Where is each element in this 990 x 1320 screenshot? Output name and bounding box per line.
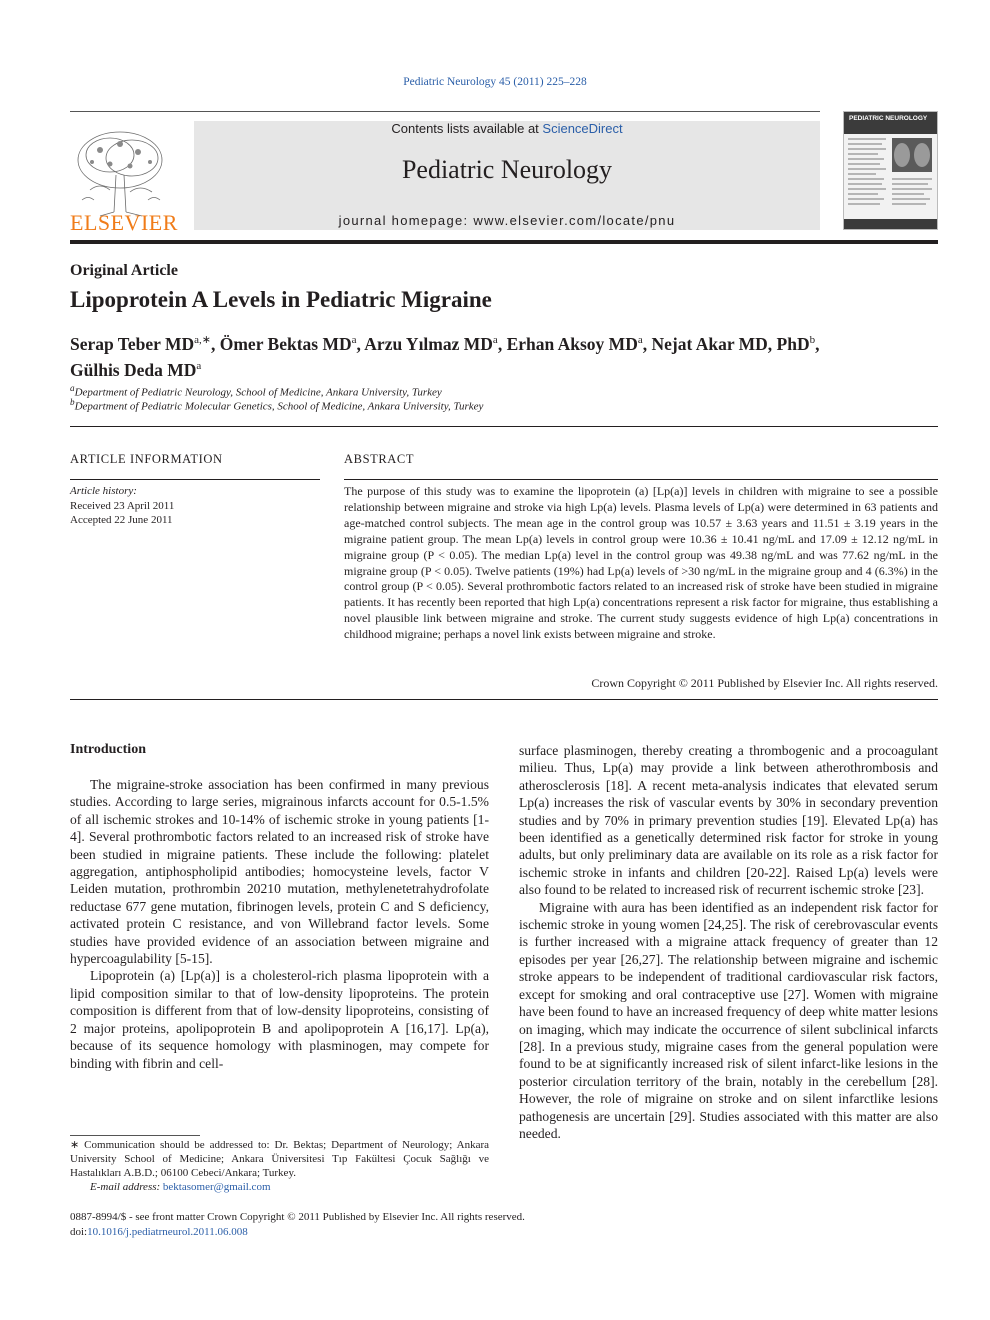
doi-link[interactable]: 10.1016/j.pediatrneurol.2011.06.008 bbox=[87, 1226, 248, 1238]
article-info-heading: ARTICLE INFORMATION bbox=[70, 452, 223, 466]
sciencedirect-link[interactable]: ScienceDirect bbox=[542, 121, 623, 136]
footnote-rule bbox=[70, 1135, 200, 1136]
author-separator: , bbox=[815, 333, 820, 354]
body-paragraph: Lipoprotein (a) [Lp(a)] is a cholesterol-rich plasma lipoprotein with a lipid composition similar to that of low-density lipoproteins. The protein composition is different from that of low-density lipoproteins, consisting of 2 major proteins, apolipoprotein B and apolipoprotein A [16,17]. Lp(a), because of its sequence homology with plasminogen, may compete for binding with fibrin and cell- bbox=[70, 968, 489, 1071]
section-rule bbox=[70, 426, 938, 427]
email-label: E-mail address: bbox=[90, 1181, 163, 1193]
article-title: Lipoprotein A Levels in Pediatric Migraine bbox=[70, 287, 492, 312]
author-affiliation-ref[interactable]: a bbox=[637, 334, 643, 346]
doi-line bbox=[70, 1226, 248, 1238]
author-separator: , bbox=[356, 333, 365, 354]
author-name[interactable]: Nejat Akar MD, PhD bbox=[651, 333, 810, 354]
body-column-right bbox=[519, 742, 938, 1142]
affiliation-key: b bbox=[70, 397, 75, 407]
abstract-rule bbox=[344, 479, 938, 480]
author-name[interactable]: Serap Teber MD bbox=[70, 333, 195, 354]
author-affiliation-ref[interactable]: a bbox=[351, 334, 357, 346]
body-paragraph: surface plasminogen, thereby creating a thrombogenic and a procoagulant milieu. Thus, Lp(a) may provide a link between atherothrombosis and atherosclerosis [18]. A recent meta-analysis indicates that elevated serum Lp(a) increases the risk of vascular events by 30% in secondary prevention studies and by 70% in primary prevention studies [19]. Elevated Lp(a) has been identified as a genetically determined risk factor for stroke in young adults, but only preliminary data are available on its role as a risk factor for ischemic stroke in infants and children [20-22]. Raised Lp(a) levels were also found to be related to increased risk of recurrent ischemic stroke [23]. bbox=[519, 743, 938, 898]
body-paragraph: The migraine-stroke association has been confirmed in many previous studies. According to large series, migrainous infarcts account for 0.5-1.5% of all ischemic strokes and 10-14% of ischemic stroke in young patients [1-4]. Several prothrombotic factors related to an increased risk of stroke have been studied in migraine patients. These include the following: platelet aggregation, antiphospholipid antibodies; homocysteine levels, factor V Leiden mutation, prothrombin 20210 mutation, methylenetetrahydrofolate reductase 677 gene mutation, fibrinogen levels, protein C and S deficiency, activated protein C resistance, and von Willebrand factor levels. Some studies have provided evidence of an association between migraine and hypercoagulability [5-15]. bbox=[70, 777, 489, 967]
author-separator: , bbox=[642, 333, 652, 354]
abstract-copyright: Crown Copyright © 2011 Published by Elsevier Inc. All rights reserved. bbox=[591, 676, 938, 690]
accepted-date: Accepted 22 June 2011 bbox=[70, 514, 173, 526]
affiliation-text: Department of Pediatric Molecular Genetics, School of Medicine, Ankara University, Turkey bbox=[74, 400, 484, 413]
affiliation-b bbox=[70, 397, 483, 413]
affiliation-key: a bbox=[70, 383, 75, 393]
info-rule bbox=[70, 479, 320, 480]
abstract-text: The purpose of this study was to examine the lipoprotein (a) [Lp(a)] levels in children with migraine to see a possible relationship between migraine and stroke via high Lp(a) levels. Plasma levels of Lp(a) were determined in 63 patients and age-matched control subjects. The mean age in the control group was 10.57 ± 3.63 years and 11.51 ± 3.19 years in the migraine patient group. The mean Lp(a) levels in control group were 10.36 ± 10.41 ng/mL and 17.09 ± 12.12 ng/mL in migraine group (P < 0.05). The median Lp(a) level in the control group was 49.38 ng/mL and was 77.62 ng/mL in the migraine group (P < 0.05). Twelve patients (19%) had Lp(a) levels of >30 ng/mL in the migraine group and 4 (6.3%) in the control group (P < 0.05). Several prothrombotic factors related to an increased risk of stroke have been studied in migraine patients. It has recently been reported that high Lp(a) concentrations represent a risk factor for migraine, thus establishing a novel plausible link between migraine and stroke. The current study suggests evidence of high Lp(a) concentrations in childhood migraine; perhaps a novel link exists between migraine and stroke. bbox=[344, 484, 938, 642]
header-rule bbox=[70, 111, 820, 112]
author-affiliation-ref[interactable]: a bbox=[196, 359, 202, 372]
correspondence-footnote: ∗ Communication should be addressed to: Dr. Bektas; Department of Neurology; Ankara University School of Medicine; Ankara Üniversitesi Tıp Fakültesi Çocuk Sağlığı ve Hastalıkları A.B.D.; 06100 Cebeci/Ankara; Turkey. bbox=[70, 1139, 489, 1179]
author-name[interactable]: Erhan Aksoy MD bbox=[506, 333, 638, 354]
contents-prefix: Contents lists available at bbox=[391, 121, 543, 136]
cover-footer-bar bbox=[844, 219, 937, 229]
author-separator: , bbox=[497, 333, 507, 354]
journal-citation[interactable]: Pediatric Neurology 45 (2011) 225–228 bbox=[403, 76, 587, 88]
author-name[interactable]: Arzu Yılmaz MD bbox=[364, 333, 493, 354]
doi-label: doi: bbox=[70, 1226, 88, 1238]
header-thick-rule bbox=[70, 240, 938, 244]
article-history bbox=[70, 484, 174, 528]
introduction-heading: Introduction bbox=[70, 742, 146, 757]
author-name[interactable]: Ömer Bektas MD bbox=[219, 333, 352, 354]
journal-cover-thumbnail[interactable] bbox=[843, 111, 938, 230]
body-column-left bbox=[70, 776, 489, 1072]
journal-homepage[interactable]: journal homepage: www.elsevier.com/locate/pnu bbox=[338, 213, 676, 228]
author-affiliation-ref[interactable]: a bbox=[492, 334, 498, 346]
author-name[interactable]: Gülhis Deda MD bbox=[70, 359, 197, 380]
section-rule bbox=[70, 699, 938, 700]
received-date: Received 23 April 2011 bbox=[70, 499, 175, 512]
article-type: Original Article bbox=[70, 262, 178, 279]
author-separator: , bbox=[210, 333, 220, 354]
elsevier-wordmark: ELSEVIER bbox=[70, 210, 178, 235]
abstract-heading: ABSTRACT bbox=[344, 452, 415, 466]
cover-content-graphic bbox=[848, 136, 934, 216]
author-list bbox=[70, 329, 940, 381]
footnote-email-line bbox=[90, 1181, 271, 1193]
email-link[interactable]: bektasomer@gmail.com bbox=[162, 1181, 271, 1193]
front-matter-line: 0887-8994/$ - see front matter Crown Copyright © 2011 Published by Elsevier Inc. All rights reserved. bbox=[70, 1211, 525, 1223]
journal-title: Pediatric Neurology bbox=[401, 155, 613, 184]
body-paragraph: Migraine with aura has been identified as an independent risk factor for ischemic stroke in young women [24,25]. The risk of cerebrovascular events is further increased with a migraine attack frequency of greater than 12 episodes per year [26,27]. The relationship between migraine and ischemic stroke appears to be independent of traditional cardiovascular risk factors, except for smoking and oral contraceptive use [27]. Women with migraine have been found to have an increased frequency of deep white matter lesions on imaging, which may indicate the occurrence of silent subclinical infarcts [28]. In a previous study, migraine cases from the general population were found to be at significantly increased risk of silent infarct-like lesions in the posterior circulation territory of the brain, notably in the cerebellum [28]. However, the role of migraine on stroke and on silent infarctlike lesions pathogenesis are uncertain [29]. Studies associated with this matter are also needed. bbox=[519, 899, 938, 1141]
affiliation-text: Department of Pediatric Neurology, School of Medicine, Ankara University, Turkey bbox=[74, 386, 442, 399]
author-affiliation-ref[interactable]: b bbox=[809, 334, 816, 346]
contents-line bbox=[194, 121, 820, 136]
cover-title: PEDIATRIC NEUROLOGY bbox=[844, 112, 937, 134]
history-label: Article history: bbox=[70, 485, 137, 497]
author-affiliation-ref[interactable]: a,∗ bbox=[194, 334, 211, 346]
